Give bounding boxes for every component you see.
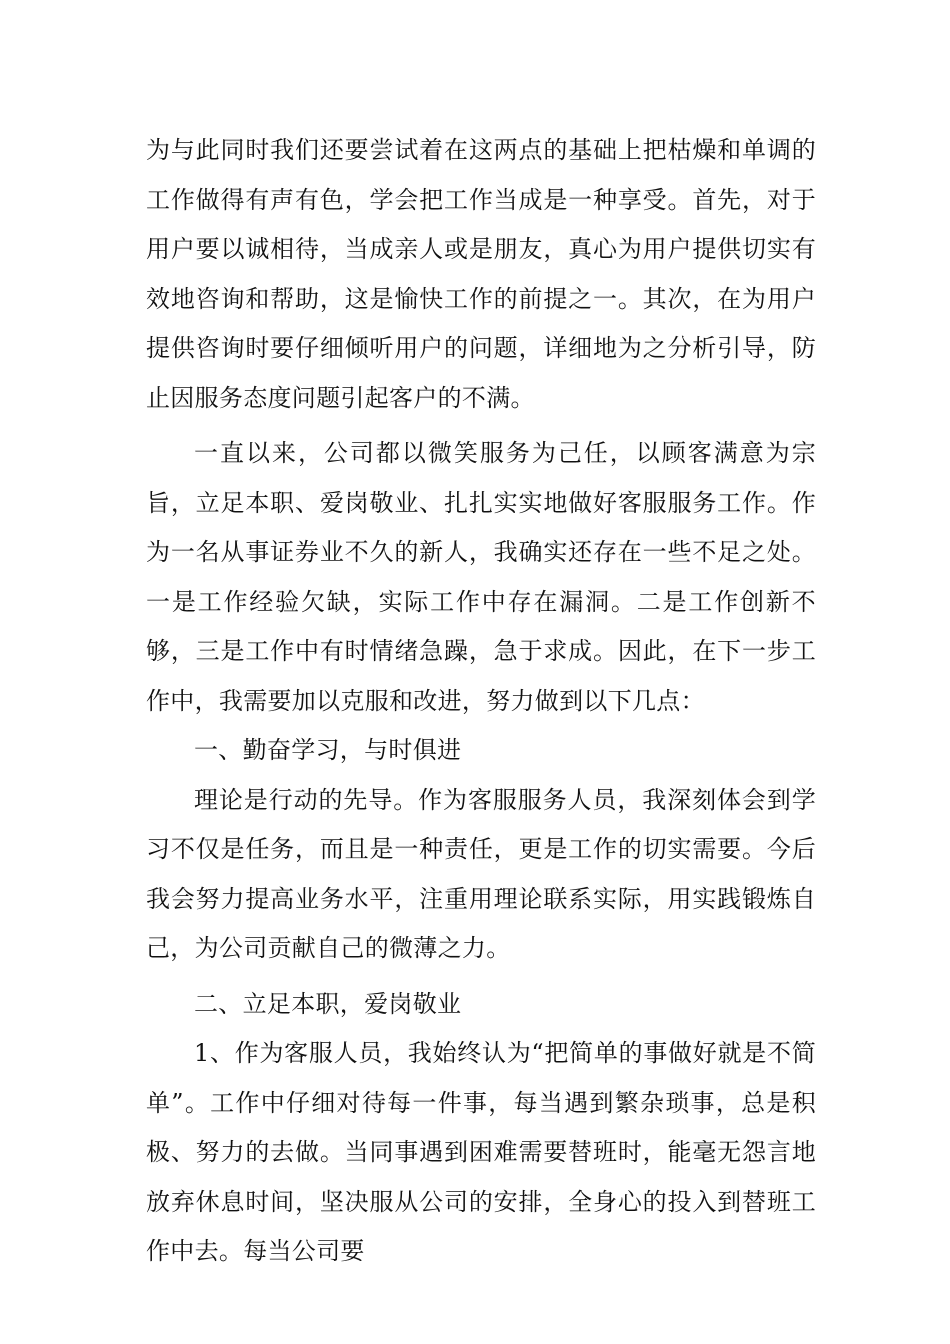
heading-study: 一、勤奋学习，与时俱进 [194,736,462,764]
paragraph-shortcomings: 一直以来，公司都以微笑服务为己任，以顾客满意为宗旨，立足本职、爱岗敬业、扎扎实实地做好客服服务工作。作为一名从事证券业不久的新人，我确实还存在一些不足之处。一是工作经验欠缺，实际工作中存在漏洞。二是工作创新不够，三是工作中有时情绪急躁，急于求成。因此，在下一步工作中，我需要加以克服和改进，努力做到以下几点： [146,439,816,715]
heading-dedication: 二、立足本职，爱岗敬业 [194,989,462,1018]
document-body [146,126,816,1277]
paragraph-simple-things: 1、作为客服人员，我始终认为“把简单的事做好就是不简单”。工作中仔细对待每一件事，每当遇到繁杂琐事，总是积极、努力的去做。当同事遇到困难需要替班时，能毫无怨言地放弃休息时间，坚决服从公司的安排，全身心的投入到替班工作中去。每当公司要 [146,1039,816,1265]
paragraph-theory: 理论是行动的先导。作为客服服务人员，我深刻体会到学习不仅是任务，而且是一种责任，更是工作的切实需要。今后我会努力提高业务水平，注重用理论联系实际，用实践锻炼自己，为公司贡献自己的微薄之力。 [146,785,816,962]
paragraph-service-attitude: 为与此同时我们还要尝试着在这两点的基础上把枯燥和单调的工作做得有声有色，学会把工作当成是一种享受。首先，对于用户要以诚相待，当成亲人或是朋友，真心为用户提供切实有效地咨询和帮助，这是愉快工作的前提之一。其次，在为用户提供咨询时要仔细倾听用户的问题，详细地为之分析引导，防止因服务态度问题引起客户的不满。 [146,136,816,412]
